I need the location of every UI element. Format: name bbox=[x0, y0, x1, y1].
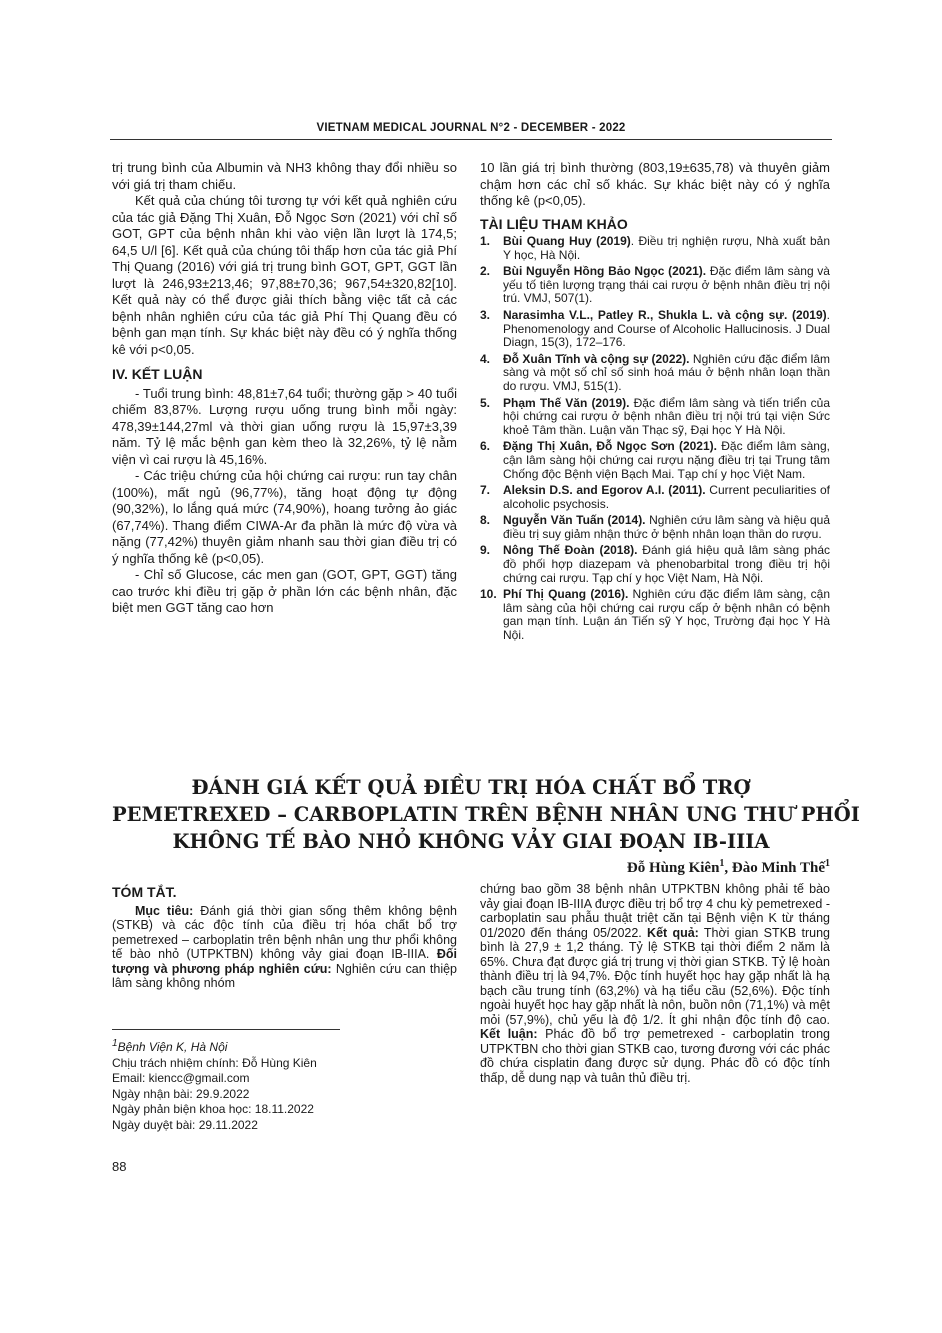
objective-text: Đánh giá thời gian sống thêm không bệnh (STKB) và các độc tính của điều trị hóa chất bổ trợ pemetrexed – carboplatin trên bệnh nhân ung thư phổi không tế bào nhỏ (UTPKTBN) không vảy giai đoạn IB-IIIA. bbox=[112, 903, 458, 961]
reference-text: . Điều trị nghiện rượu, Nhà xuất bản Y học, Hà Nội. bbox=[503, 234, 830, 262]
reference-number: 4. bbox=[480, 351, 491, 366]
reference-item bbox=[480, 309, 830, 350]
title-line: PEMETREXED – CARBOPLATIN TRÊN BỆNH NHÂN UNG THƯ PHỔI bbox=[112, 803, 860, 826]
reference-number: 9. bbox=[480, 543, 491, 558]
section-heading-conclusion: IV. KẾT LUẬN bbox=[112, 366, 203, 382]
objective-label: Mục tiêu: bbox=[135, 903, 194, 918]
reference-author: Phí Thị Quang (2016). bbox=[503, 587, 629, 602]
reference-author: Narasimha V.L., Patley R., Shukla L. và cộng sự. (2019) bbox=[503, 307, 827, 322]
paragraph: - Tuổi trung bình: 48,81±7,64 tuổi; thường gặp > 40 tuổi chiếm 83,87%. Lượng rượu uống trung bình mỗi ngày: 478,39±144,27ml và thời gian uống rượu là 15,97±3,39 năm. Tỷ lệ mắc bệnh gan kèm theo là 32,26%, tỷ lệ nằm viện vì cai rượu là 45,16%. bbox=[112, 385, 457, 467]
email-line: Email: kiencc@gmail.com bbox=[112, 1071, 250, 1085]
title-line: ĐÁNH GIÁ KẾT QUẢ ĐIỀU TRỊ HÓA CHẤT BỔ TRỢ bbox=[191, 776, 751, 799]
reference-text: Đặc điểm lâm sàng, cận lâm sàng hội chứng cai rượu nặng điều trị tại Trung tâm Chống độc Bệnh viện Bạch Mai. Tạp chí y học Việt Nam. bbox=[503, 439, 830, 481]
references-heading: TÀI LIỆU THAM KHẢO bbox=[480, 215, 628, 232]
paragraph: trị trung bình của Albumin và NH3 không thay đổi nhiều so với giá trị tham chiếu. bbox=[112, 160, 457, 192]
reference-item bbox=[480, 544, 830, 585]
corresponding-author: Chịu trách nhiệm chính: Đỗ Hùng Kiên bbox=[112, 1055, 317, 1070]
page-number: 88 bbox=[112, 1159, 127, 1174]
reviewed-date: Ngày phản biện khoa học: 18.11.2022 bbox=[112, 1102, 314, 1116]
reference-number: 7. bbox=[480, 483, 491, 498]
summary-left bbox=[112, 885, 457, 991]
reference-item bbox=[480, 397, 830, 438]
results-label: Kết quả: bbox=[647, 925, 699, 940]
header-rule bbox=[110, 139, 832, 140]
reference-item bbox=[480, 353, 830, 394]
reference-text: Đặc điểm lâm sàng và yếu tố tiên lượng trạng thái cai rượu ở bệnh nhân điều trị nội trú. VMJ, 507(1). bbox=[503, 264, 830, 306]
reference-item bbox=[480, 235, 830, 262]
reference-list bbox=[480, 235, 830, 643]
summary-right bbox=[480, 882, 830, 1085]
reference-author: Đặng Thị Xuân, Đỗ Ngọc Sơn (2021). bbox=[503, 439, 717, 454]
reference-author: Aleksin D.S. and Egorov A.I. (2011). bbox=[503, 483, 706, 498]
abstract-paragraph bbox=[112, 904, 457, 991]
reference-item bbox=[480, 588, 830, 642]
reference-author: Nông Thế Đoàn (2018). bbox=[503, 543, 638, 558]
reference-author: Bùi Nguyễn Hồng Bảo Ngọc (2021). bbox=[503, 264, 707, 279]
reference-number: 6. bbox=[480, 439, 491, 454]
reference-item bbox=[480, 440, 830, 481]
left-column bbox=[112, 160, 457, 617]
reference-number: 8. bbox=[480, 513, 491, 528]
paragraph: - Các triệu chứng của hội chứng cai rượu: run tay chân (100%), mất ngủ (96,77%), tăng hoạt động tự động (90,32%), lo lắng quá mức (74,90%), hoang tưởng ảo giác (67,74%). Thang điểm CIWA-Ar đa phần là mức độ vừa và nặng (77,42%) thuyên giảm nhanh sau thời gian điều trị có ý nghĩa thống kê (p<0,05). bbox=[112, 468, 457, 566]
methods-text: Nghiên cứu can thiệp lâm sàng không nhóm bbox=[112, 961, 457, 990]
affiliation-note bbox=[112, 1036, 457, 1056]
paragraph: - Chỉ số Glucose, các men gan (GOT, GPT, GGT) tăng cao trước khi điều trị gặp ở phần lớn các bệnh nhân, đặc biệt men GGT tăng cao hơn bbox=[112, 567, 457, 615]
reference-text: Nghiên cứu lâm sàng và hiệu quả điều trị suy giảm nhận thức ở bệnh nhân loạn thần do rượu. bbox=[503, 513, 831, 541]
reference-text: Đánh giá hiệu quả lâm sàng phác đồ phối hợp diazepam và phenobarbital trong điều trị hội chứng cai rượu. Tạp chí y học Việt Nam, Hà Nội. bbox=[503, 543, 830, 585]
reference-text: Nghiên cứu đặc điểm lâm sàng, cận lâm sàng của hội chứng cai rượu cấp ở bệnh nhân có bệnh gan mạn tính. Luận án Tiến sỹ Y học, Trường đại học Y Hà Nội. bbox=[503, 587, 831, 643]
affiliation-marker: 1 bbox=[719, 858, 725, 869]
conclusion-text: Phác đồ bổ trợ pemetrexed - carboplatin trong UTPKTBN cho thời gian STKB cao, tương đương với các phác đồ chứa cisplatin đang được sử dụng. Phác đồ có độc tính thấp, dễ dung nạp và tuân thủ điều trị. bbox=[480, 1027, 830, 1085]
reference-author: Đỗ Xuân Tĩnh và cộng sự (2022). bbox=[503, 351, 690, 366]
journal-header: VIETNAM MEDICAL JOURNAL N°2 - DECEMBER - 2022 bbox=[316, 122, 626, 134]
affiliation-text: Bệnh Viện K, Hà Nội bbox=[117, 1040, 228, 1054]
paragraph: 10 lần giá trị bình thường (803,19±635,78) và thuyên giảm chậm hơn các chỉ số khác. Sự khác biệt này có ý nghĩa thống kê (p<0,05). bbox=[480, 160, 830, 208]
reference-number: 10. bbox=[480, 587, 497, 602]
reference-author: Phạm Thế Văn (2019). bbox=[503, 395, 630, 410]
reference-text: . Phenomenology and Course of Alcoholic Hallucinosis. J Dual Diagn, 15(3), 172–176. bbox=[503, 307, 830, 350]
footnotes bbox=[112, 1036, 457, 1133]
reference-number: 5. bbox=[480, 395, 491, 410]
right-column bbox=[480, 160, 830, 646]
reference-item bbox=[480, 265, 830, 306]
summary-heading: TÓM TẮT. bbox=[112, 884, 177, 900]
title-line: KHÔNG TẾ BÀO NHỎ KHÔNG VẢY GIAI ĐOẠN IB-IIIA bbox=[172, 830, 770, 853]
abstract-text: chứng bao gồm 38 bệnh nhân UTPKTBN không phải tế bào vảy giai đoạn IB-IIIA được điều trị bổ trợ 4 chu kỳ pemetrexed - carboplatin sau phẫu thuật triệt căn tại Bệnh viện K từ tháng 01/2020 đến tháng 05/2022. bbox=[480, 882, 830, 940]
reference-number: 2. bbox=[480, 264, 491, 279]
reference-number: 1. bbox=[480, 234, 491, 248]
reference-author: Nguyễn Văn Tuấn (2014). bbox=[503, 513, 646, 528]
reference-number: 3. bbox=[480, 307, 491, 322]
reference-text: Current peculiarities of alcoholic psychosis. bbox=[503, 483, 830, 511]
reference-item bbox=[480, 484, 830, 511]
author-line bbox=[627, 858, 830, 877]
reference-author: Bùi Quang Huy (2019) bbox=[503, 234, 631, 248]
methods-label: Đối tượng và phương pháp nghiên cứu: bbox=[112, 947, 457, 976]
footnote-rule bbox=[112, 1029, 340, 1030]
results-text: Thời gian STKB trung bình là 27,9 ± 1,2 tháng. Tỷ lệ STKB tại thời điểm 2 năm là 65%. Chưa đạt được giá trị trung vị thời gian STKB. Tỷ lệ hoàn thành điều trị là 94,7%. Độc tính huyết học hay gặp nhất là hạ bạch cầu trung tính (63,2%) và hạ tiểu cầu (52,6%). Độc tính ngoài huyết học hay gặp nhất là nôn, buồn nôn (71,1%) và mệt mỏi (57,9%), chủ yếu là độ 1/2. Ít ghi nhận độc tính độ cao. bbox=[480, 925, 831, 1027]
reference-text: Đặc điểm lâm sàng và tiến triển của hội chứng cai rượu ở bệnh nhân điều trị nội trú tại viện Sức khoẻ Tâm thần. Luận văn Thạc sỹ, Đại học Y Hà Nội. bbox=[503, 395, 831, 437]
affiliation-marker: 1 bbox=[825, 858, 830, 869]
article-title bbox=[112, 774, 860, 855]
accepted-date: Ngày duyệt bài: 29.11.2022 bbox=[112, 1117, 258, 1132]
author-name: Đào Minh Thế bbox=[731, 860, 825, 876]
reference-text: Nghiên cứu đặc điểm lâm sàng và một số chỉ số sinh hoá máu ở bệnh nhân loạn thần do rượu. VMJ, 515(1). bbox=[503, 351, 830, 393]
affiliation-marker: 1 bbox=[112, 1038, 118, 1049]
received-date: Ngày nhận bài: 29.9.2022 bbox=[112, 1086, 250, 1101]
reference-item bbox=[480, 514, 830, 541]
author-separator: , bbox=[724, 860, 732, 876]
conclusion-label: Kết luận: bbox=[480, 1027, 538, 1041]
paragraph: Kết quả của chúng tôi tương tự với kết quả nghiên cứu của tác giả Đặng Thị Xuân, Đỗ Ngọc Sơn (2021) với chỉ số GOT, GPT của bệnh nhân khi vào viện lần lượt là 174,5; 64,5 U/l [6]. Kết quả của chúng tôi thấp hơn của tác giả Phí Thị Quang (2016) với giá trị trung bình GOT, GPT, GGT lần lượt là 246,93±213,46; 97,88±70,36; 967,54±320,82[10]. Kết quả này có thể được giải thích bằng việc tất cả các bệnh nhân nghiên cứu của tác giả Phí Thị Quang đều có bệnh gan mạn tính. Sự khác biệt này đều có ý nghĩa thống kê với p<0,05. bbox=[112, 193, 457, 357]
abstract-paragraph bbox=[480, 882, 830, 1085]
author-name: Đỗ Hùng Kiên bbox=[626, 860, 720, 876]
